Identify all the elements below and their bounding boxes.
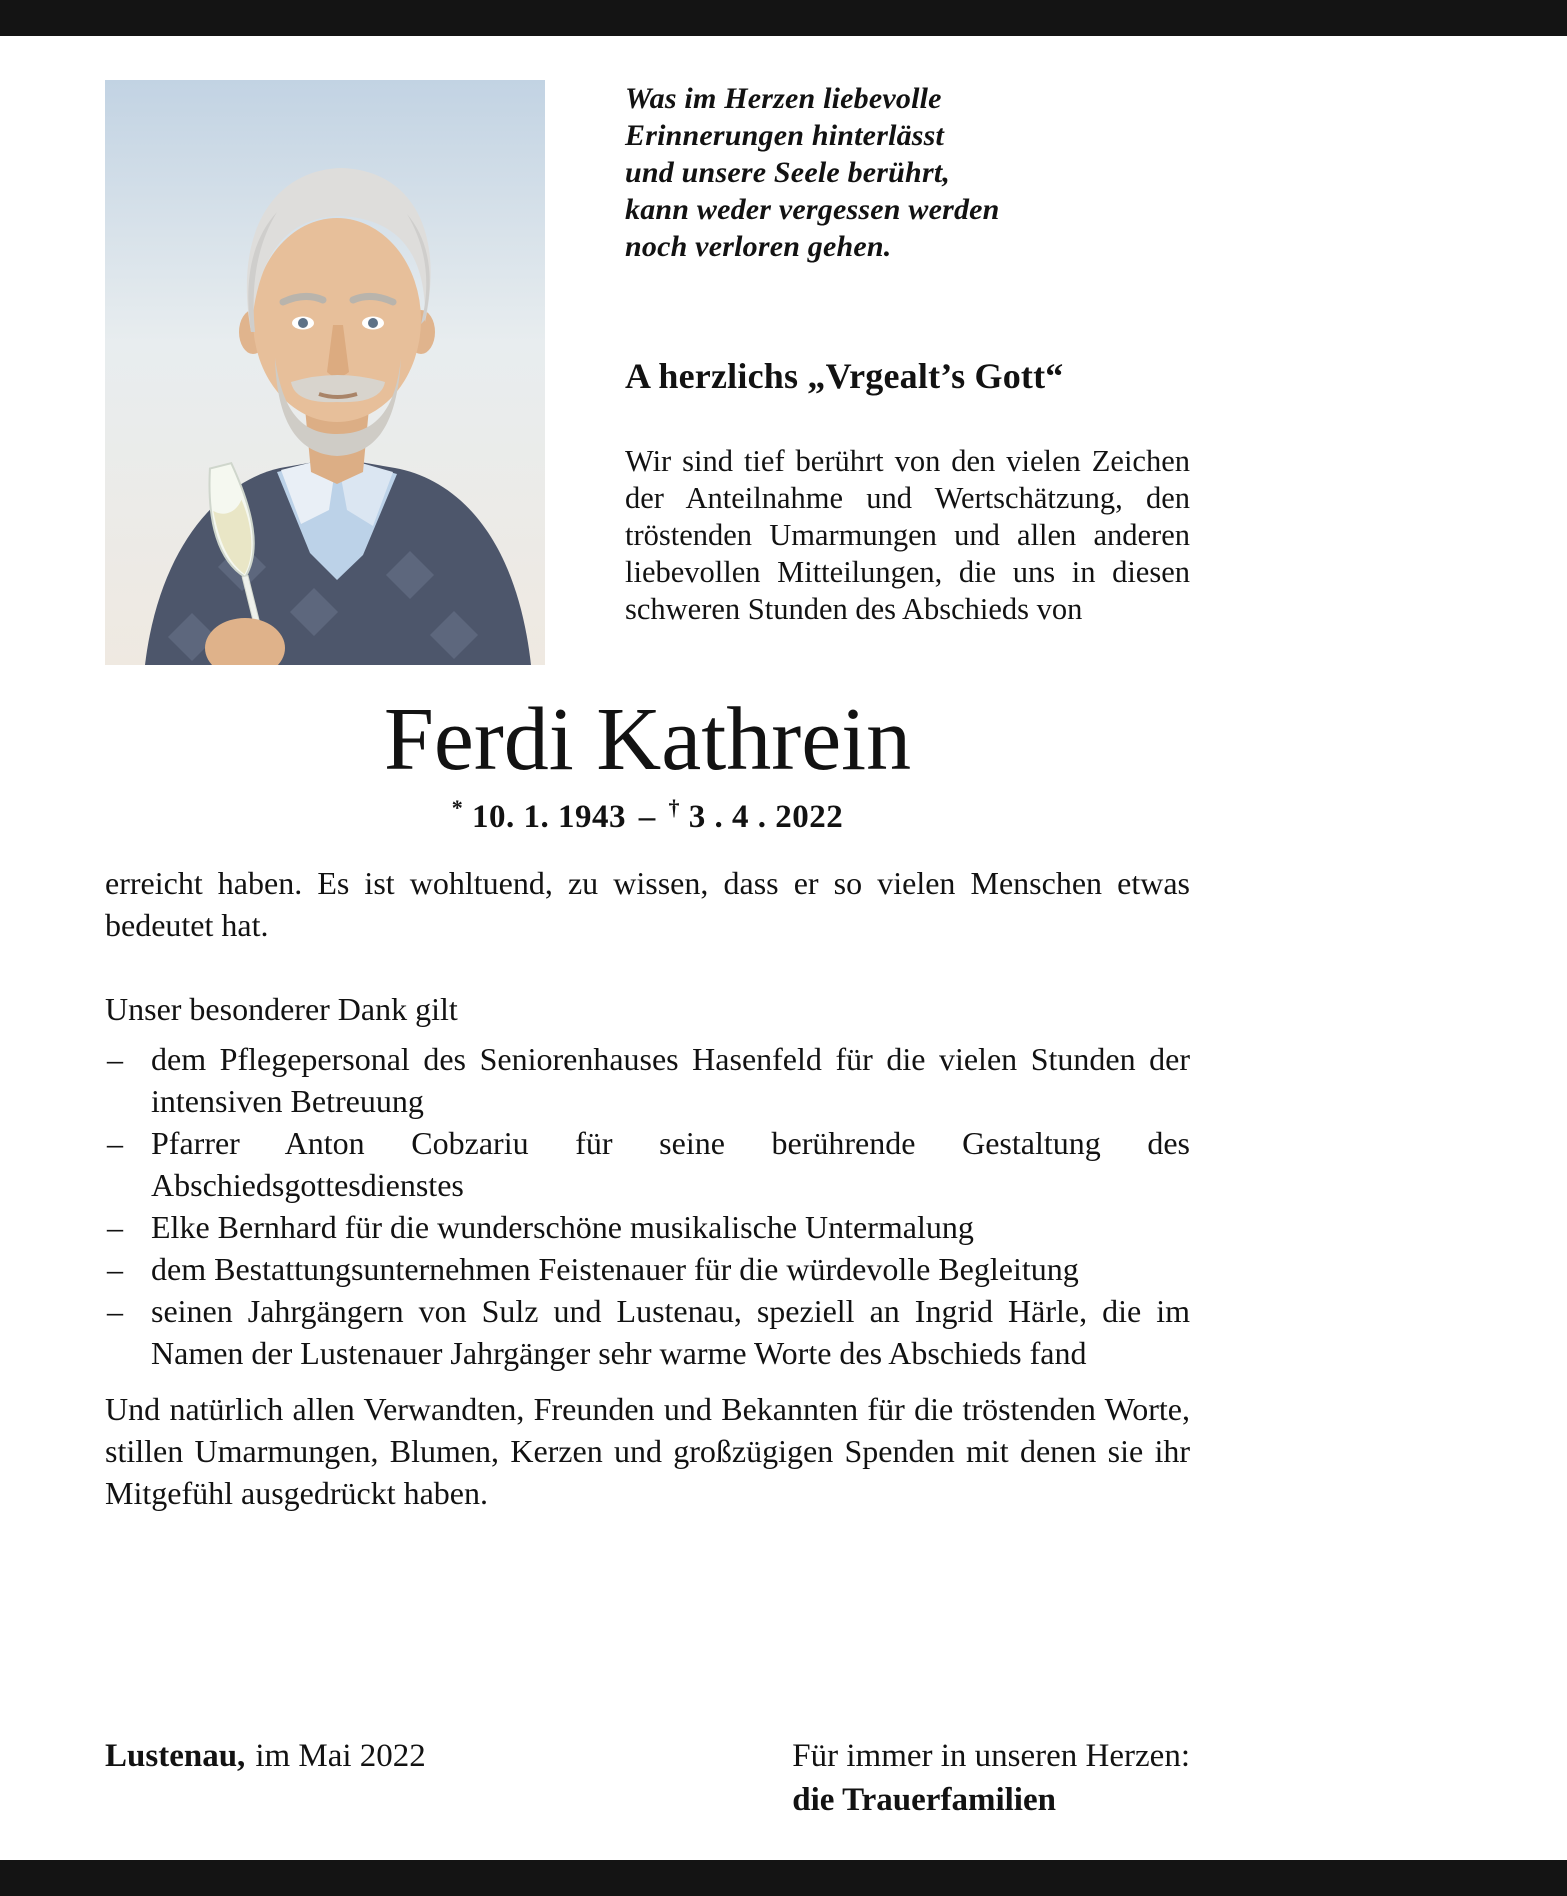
footer-place-date	[105, 1734, 426, 1822]
death-date: 3 . 4 . 2022	[688, 799, 844, 835]
poem-line: kann weder vergessen werden	[625, 193, 1000, 226]
thanks-item	[105, 1038, 1190, 1122]
footer-farewell-block	[792, 1734, 1190, 1822]
poem-line: Was im Herzen liebevolle	[625, 82, 942, 115]
body-paragraph: erreicht haben. Es ist wohltuend, zu wissen, dass er so vielen Menschen etwas bedeutet hat.	[105, 865, 1190, 943]
closing-paragraph: Und natürlich allen Verwandten, Freunden und Bekannten für die tröstenden Worte, stillen Umarmungen, Blumen, Kerzen und großzügigen Spenden mit denen sie ihr Mitgefühl ausgedrückt haben.	[105, 1391, 1190, 1511]
dash-marker: –	[107, 1125, 123, 1161]
dash-marker: –	[107, 1209, 123, 1245]
thanks-heading: Unser besonderer Dank gilt	[105, 991, 458, 1027]
deceased-name: Ferdi Kathrein	[383, 690, 912, 789]
thanks-item	[105, 1248, 1190, 1290]
footer-date: im Mai 2022	[255, 1738, 426, 1774]
top-section	[105, 80, 1190, 665]
intro-paragraph: Wir sind tief berührt von den vielen Zeichen der Anteilnahme und Wertschätzung, den tröstenden Umarmungen und allen anderen liebevollen Mitteilungen, die uns in diesen schweren Stunden des Abschieds von	[625, 444, 1190, 626]
portrait-illustration	[105, 80, 545, 665]
bottom-black-bar	[0, 1860, 1567, 1896]
thanks-item	[105, 1206, 1190, 1248]
thanks-item-text: dem Bestattungsunternehmen Feistenauer für die würdevolle Begleitung	[151, 1251, 1079, 1287]
portrait-photo	[105, 80, 545, 665]
memorial-poem	[625, 80, 1190, 265]
death-symbol: †	[668, 795, 680, 820]
thanks-item	[105, 1290, 1190, 1374]
thanks-item-text: Elke Bernhard für die wunderschöne musikalische Untermalung	[151, 1209, 974, 1245]
life-dates	[105, 795, 1190, 836]
footer	[105, 1734, 1190, 1822]
right-column	[625, 80, 1190, 665]
dates-separator: –	[638, 799, 656, 835]
birth-symbol: *	[451, 795, 464, 820]
thanks-item-text: Pfarrer Anton Cobzariu für seine berührende Gestaltung des Abschiedsgottesdienstes	[151, 1125, 1190, 1203]
family-signature: die Trauerfamilien	[792, 1782, 1056, 1818]
top-black-bar	[0, 0, 1567, 36]
footer-place: Lustenau,	[105, 1738, 246, 1774]
poem-line: und unsere Seele berührt,	[625, 156, 951, 189]
dash-marker: –	[107, 1041, 123, 1077]
poem-line: noch verloren gehen.	[625, 230, 892, 263]
obituary-content	[105, 36, 1190, 1818]
greeting-heading: A herzlichs „Vrgealt’s Gott“	[625, 356, 1064, 396]
thanks-list	[105, 1038, 1190, 1374]
poem-line: Erinnerungen hinterlässt	[625, 119, 945, 152]
thanks-item	[105, 1122, 1190, 1206]
thanks-item-text: dem Pflegepersonal des Seniorenhauses Hasenfeld für die vielen Stunden der intensiven Betreuung	[151, 1041, 1190, 1119]
dash-marker: –	[107, 1293, 123, 1329]
birth-date: 10. 1. 1943	[472, 799, 626, 835]
farewell-line: Für immer in unseren Herzen:	[792, 1738, 1190, 1774]
thanks-item-text: seinen Jahrgängern von Sulz und Lustenau, speziell an Ingrid Härle, die im Namen der Lustenauer Jahrgänger sehr warme Worte des Abschieds fand	[151, 1293, 1190, 1371]
dash-marker: –	[107, 1251, 123, 1287]
